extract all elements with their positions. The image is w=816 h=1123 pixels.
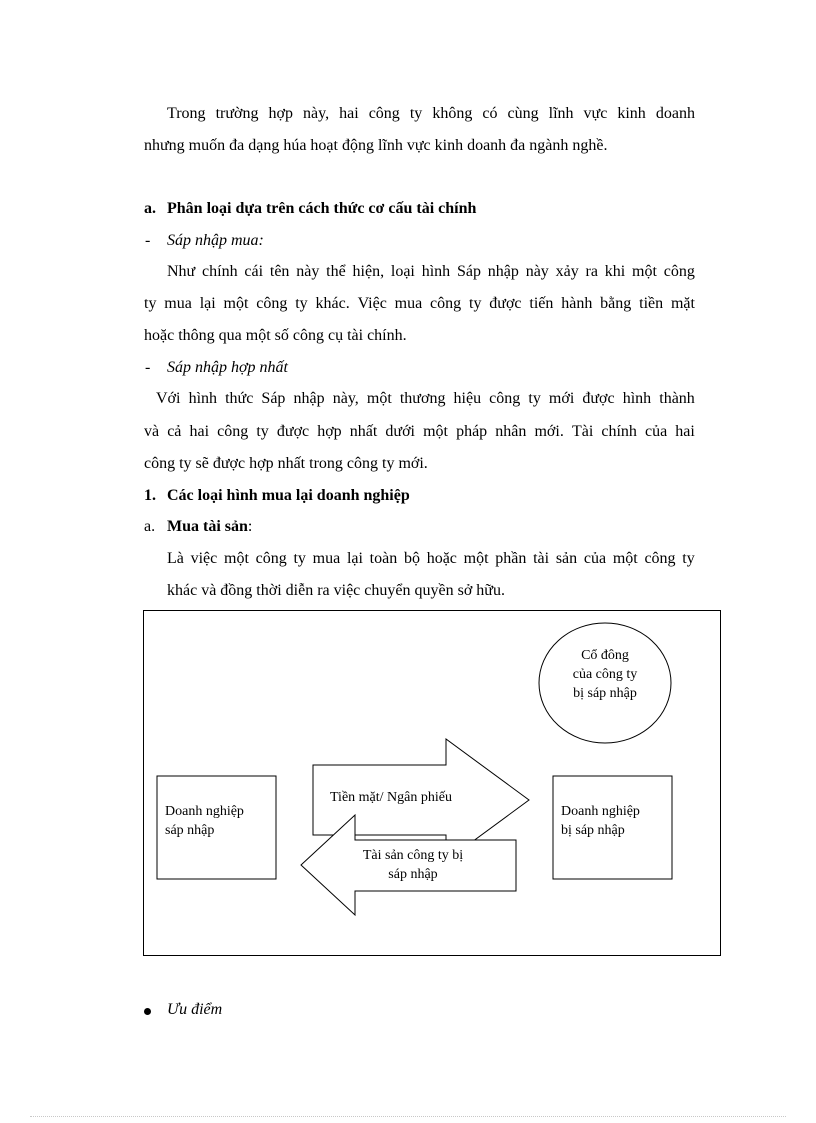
word: này, (332, 390, 359, 407)
word: công (256, 295, 288, 312)
word: phần (495, 550, 527, 567)
word: nhập (293, 390, 325, 407)
word: nhất (349, 423, 378, 440)
word: hình (421, 263, 451, 280)
paragraph-2-line-3: hoặc thông qua một số công cụ tài chính. (144, 327, 407, 344)
word: ty (409, 105, 423, 122)
paragraph-3-line-3: công ty sẽ được hợp nhất trong công ty mới. (144, 455, 428, 472)
word: doanh (655, 105, 695, 122)
word: nhập (487, 263, 519, 280)
word: hai (339, 105, 359, 122)
word: toàn (369, 550, 398, 567)
dash-marker: - (145, 359, 151, 376)
word: một (223, 295, 249, 312)
asset-purchase-diagram (143, 610, 721, 956)
word: hai (189, 423, 210, 440)
paragraph-1-line-1 (167, 104, 695, 124)
word: một (612, 550, 638, 567)
word: ty (295, 295, 308, 312)
shareholders-label-line-3: bị sáp nhập (573, 686, 637, 701)
word: này (296, 263, 320, 280)
word: hợp (268, 105, 293, 122)
paragraph-3-line-2 (144, 422, 695, 442)
word: của (583, 550, 607, 567)
paragraph-4-line-1 (167, 549, 695, 569)
heading-a-marker: a. (144, 200, 156, 217)
word: hình (188, 390, 218, 407)
word: ty (469, 295, 482, 312)
acquirer-label-line-2: sáp nhập (165, 823, 215, 838)
word: bộ (403, 550, 420, 567)
word: loại (390, 263, 415, 280)
word: Là (167, 550, 184, 567)
word: Như (167, 263, 196, 280)
word: công (368, 105, 400, 122)
word: ty (293, 550, 306, 567)
word: thức (225, 390, 254, 407)
heading-financial-structure: Phân loại dựa trên cách thức cơ cấu tài chính (167, 200, 477, 217)
heading-1-marker: 1. (144, 487, 156, 504)
word: công (644, 550, 676, 567)
word: khi (604, 263, 626, 280)
word: trường (215, 105, 259, 122)
heading-asset-purchase (167, 517, 252, 537)
word: khác. (315, 295, 350, 312)
word: cái (244, 263, 264, 280)
word: tên (269, 263, 290, 280)
word: Trong (167, 105, 206, 122)
target-label-line-2: bị sáp nhập (561, 823, 625, 838)
word: thương (399, 390, 446, 407)
acquirer-label-line-1: Doanh nghiệp (165, 804, 244, 819)
word: Sáp (261, 390, 286, 407)
word: tiến (529, 295, 554, 312)
word: một (463, 550, 489, 567)
target-label-line-1: Doanh nghiệp (561, 804, 640, 819)
word: hành (561, 295, 593, 312)
word: bằng (600, 295, 632, 312)
word: Sáp (456, 263, 481, 280)
word: này, (303, 105, 330, 122)
word: hoặc (426, 550, 457, 567)
heading-a-marker: a. (144, 518, 156, 535)
word: ty (256, 423, 269, 440)
word: mới (548, 390, 575, 407)
cash-arrow-label: Tiền mặt/ Ngân phiếu (330, 790, 452, 805)
word: mặt (670, 295, 695, 312)
word: một (632, 263, 657, 280)
item-merger-consolidation: Sáp nhập hợp nhất (167, 359, 288, 376)
heading-asset-purchase-colon: : (247, 518, 253, 535)
word: một (224, 550, 249, 567)
word: được (489, 295, 522, 312)
word: ty (144, 295, 157, 312)
assets-arrow-label-line-2: sáp nhập (388, 867, 438, 882)
paragraph-2-line-2 (144, 294, 695, 314)
word: không (432, 105, 473, 122)
item-advantages: Ưu điểm (167, 1001, 223, 1018)
word: mới. (534, 423, 564, 440)
word: sản (555, 550, 578, 567)
word: có (482, 105, 498, 122)
word: Việc (357, 295, 387, 312)
shareholders-label-line-1: Cổ đông (581, 648, 629, 663)
word: một (423, 423, 448, 440)
word: hai (675, 423, 695, 440)
word: công (489, 390, 521, 407)
word: vực (583, 105, 608, 122)
word: lĩnh (548, 105, 574, 122)
assets-arrow-label-line-1: Tài sản công ty bị (362, 848, 464, 863)
word: của (645, 423, 668, 440)
heading-acquisition-types: Các loại hình mua lại doanh nghiệp (167, 487, 410, 504)
word: thể (326, 263, 346, 280)
word: công (430, 295, 462, 312)
word: này (525, 263, 549, 280)
word: công (255, 550, 287, 567)
word: chính (202, 263, 238, 280)
word: chính (601, 423, 637, 440)
word: công (217, 423, 249, 440)
bullet-icon (144, 1008, 151, 1015)
word: mua (164, 295, 192, 312)
word: hiện, (352, 263, 385, 280)
word: hiệu (453, 390, 482, 407)
shareholders-label-line-2: của công ty (572, 667, 638, 682)
heading-asset-purchase-text: Mua tài sản (167, 518, 248, 535)
word: lại (346, 550, 363, 567)
word: nhân (495, 423, 527, 440)
page-bottom-border (30, 1116, 786, 1117)
word: mua (394, 295, 423, 312)
word: kinh (617, 105, 646, 122)
word: một (366, 390, 392, 407)
word: lại (199, 295, 216, 312)
paragraph-4-line-2: khác và đồng thời diễn ra việc chuyển quyền sở hữu. (167, 582, 505, 599)
dash-marker: - (145, 232, 151, 249)
word: Tài (571, 423, 594, 440)
word: ra (585, 263, 598, 280)
paragraph-2-line-1 (167, 262, 695, 282)
item-merger-purchase: Sáp nhập mua: (167, 232, 264, 249)
word: tài (533, 550, 550, 567)
word: ty (528, 390, 541, 407)
word: được (276, 423, 310, 440)
word: mua (312, 550, 341, 567)
paragraph-3-line-1 (156, 389, 695, 409)
word: cùng (507, 105, 539, 122)
word: được (582, 390, 615, 407)
word: việc (190, 550, 218, 567)
word: thành (659, 390, 695, 407)
word: cả (167, 423, 182, 440)
word: hợp (317, 423, 342, 440)
word: Với (156, 390, 181, 407)
word: ty (682, 550, 695, 567)
word: dưới (385, 423, 415, 440)
word: hình (622, 390, 652, 407)
word: và (144, 423, 160, 440)
paragraph-1-line-2: nhưng muốn đa dạng húa hoạt động lĩnh vực kinh doanh đa ngành nghề. (144, 137, 608, 154)
word: xảy (555, 263, 579, 280)
word: tiền (639, 295, 664, 312)
word: công (663, 263, 695, 280)
word: pháp (456, 423, 488, 440)
